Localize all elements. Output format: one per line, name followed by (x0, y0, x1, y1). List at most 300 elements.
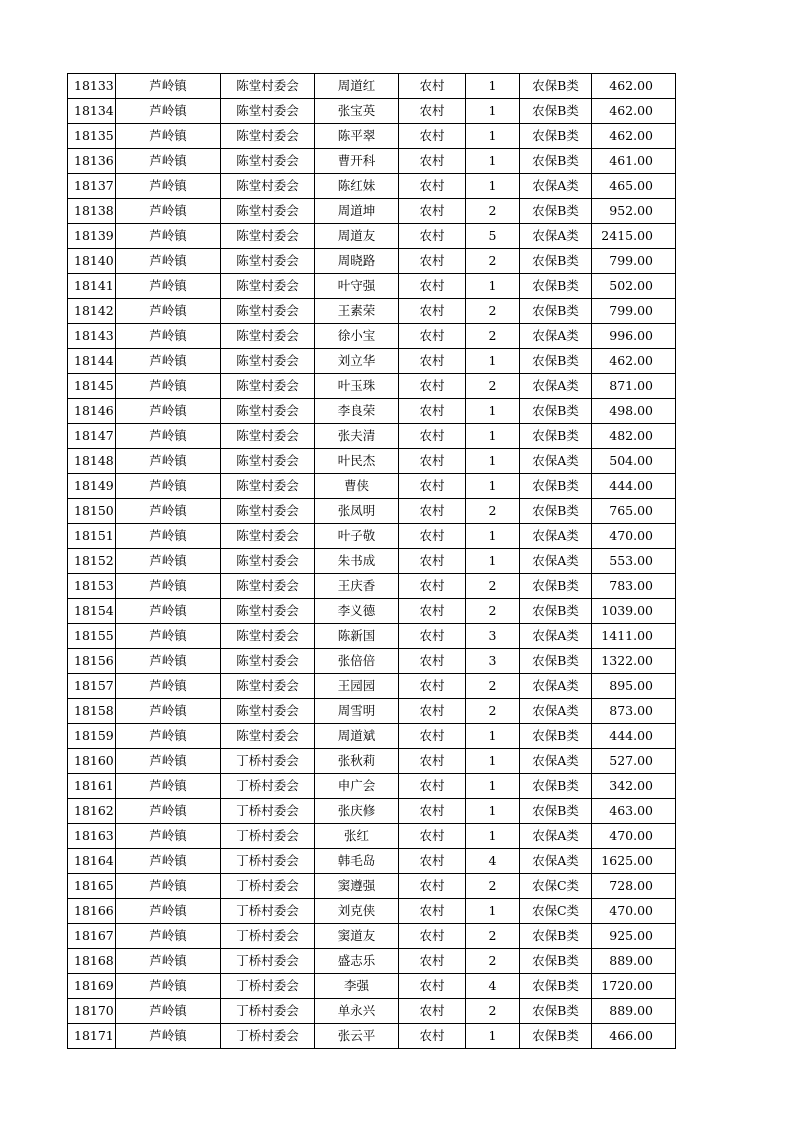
cell-village-committee: 陈堂村委会 (221, 724, 315, 749)
cell-person-name: 张宝英 (315, 99, 399, 124)
table-row (68, 449, 676, 474)
cell-area-type: 农村 (399, 824, 466, 849)
cell-area-type: 农村 (399, 699, 466, 724)
cell-record-number: 18152 (68, 549, 116, 574)
cell-category: 农保B类 (520, 949, 592, 974)
cell-town: 芦岭镇 (116, 424, 221, 449)
cell-village-committee: 陈堂村委会 (221, 199, 315, 224)
cell-area-type: 农村 (399, 624, 466, 649)
cell-record-number: 18163 (68, 824, 116, 849)
cell-amount: 728.00 (592, 874, 676, 899)
cell-category: 农保A类 (520, 824, 592, 849)
cell-area-type: 农村 (399, 999, 466, 1024)
cell-village-committee: 丁桥村委会 (221, 999, 315, 1024)
cell-record-number: 18164 (68, 849, 116, 874)
table-row (68, 99, 676, 124)
table-row (68, 124, 676, 149)
cell-area-type: 农村 (399, 874, 466, 899)
cell-town: 芦岭镇 (116, 399, 221, 424)
table-row (68, 349, 676, 374)
cell-town: 芦岭镇 (116, 674, 221, 699)
table-row (68, 199, 676, 224)
cell-record-number: 18142 (68, 299, 116, 324)
cell-record-number: 18169 (68, 974, 116, 999)
cell-record-number: 18149 (68, 474, 116, 499)
cell-village-committee: 丁桥村委会 (221, 874, 315, 899)
cell-village-committee: 陈堂村委会 (221, 474, 315, 499)
cell-household-count: 1 (466, 149, 520, 174)
cell-area-type: 农村 (399, 924, 466, 949)
cell-village-committee: 陈堂村委会 (221, 99, 315, 124)
cell-category: 农保B类 (520, 474, 592, 499)
cell-category: 农保B类 (520, 924, 592, 949)
cell-person-name: 张凤明 (315, 499, 399, 524)
cell-amount: 470.00 (592, 524, 676, 549)
cell-amount: 463.00 (592, 799, 676, 824)
cell-area-type: 农村 (399, 499, 466, 524)
cell-town: 芦岭镇 (116, 324, 221, 349)
cell-amount: 482.00 (592, 424, 676, 449)
table-row (68, 174, 676, 199)
cell-town: 芦岭镇 (116, 99, 221, 124)
cell-village-committee: 陈堂村委会 (221, 74, 315, 99)
cell-town: 芦岭镇 (116, 874, 221, 899)
cell-record-number: 18159 (68, 724, 116, 749)
cell-record-number: 18151 (68, 524, 116, 549)
cell-person-name: 叶守强 (315, 274, 399, 299)
cell-household-count: 2 (466, 949, 520, 974)
cell-record-number: 18155 (68, 624, 116, 649)
cell-area-type: 农村 (399, 649, 466, 674)
cell-area-type: 农村 (399, 224, 466, 249)
cell-household-count: 1 (466, 524, 520, 549)
cell-category: 农保A类 (520, 849, 592, 874)
cell-town: 芦岭镇 (116, 849, 221, 874)
cell-record-number: 18138 (68, 199, 116, 224)
cell-household-count: 1 (466, 724, 520, 749)
table-row (68, 524, 676, 549)
cell-village-committee: 丁桥村委会 (221, 1024, 315, 1049)
cell-household-count: 2 (466, 199, 520, 224)
table-row (68, 674, 676, 699)
cell-record-number: 18140 (68, 249, 116, 274)
cell-amount: 889.00 (592, 949, 676, 974)
cell-household-count: 1 (466, 399, 520, 424)
cell-area-type: 农村 (399, 349, 466, 374)
cell-household-count: 1 (466, 174, 520, 199)
cell-category: 农保B类 (520, 999, 592, 1024)
cell-category: 农保B类 (520, 274, 592, 299)
cell-amount: 462.00 (592, 74, 676, 99)
cell-village-committee: 丁桥村委会 (221, 924, 315, 949)
cell-category: 农保B类 (520, 74, 592, 99)
cell-person-name: 叶子敬 (315, 524, 399, 549)
cell-category: 农保A类 (520, 624, 592, 649)
cell-person-name: 张云平 (315, 1024, 399, 1049)
cell-category: 农保B类 (520, 774, 592, 799)
cell-record-number: 18171 (68, 1024, 116, 1049)
cell-amount: 502.00 (592, 274, 676, 299)
cell-household-count: 2 (466, 574, 520, 599)
table-row (68, 499, 676, 524)
cell-household-count: 1 (466, 749, 520, 774)
cell-record-number: 18144 (68, 349, 116, 374)
cell-person-name: 盛志乐 (315, 949, 399, 974)
cell-person-name: 王园园 (315, 674, 399, 699)
cell-household-count: 2 (466, 324, 520, 349)
cell-household-count: 2 (466, 874, 520, 899)
cell-area-type: 农村 (399, 899, 466, 924)
cell-amount: 1039.00 (592, 599, 676, 624)
cell-household-count: 2 (466, 499, 520, 524)
cell-village-committee: 陈堂村委会 (221, 499, 315, 524)
cell-category: 农保B类 (520, 599, 592, 624)
cell-record-number: 18168 (68, 949, 116, 974)
cell-household-count: 1 (466, 424, 520, 449)
table-row (68, 799, 676, 824)
table-row (68, 149, 676, 174)
cell-area-type: 农村 (399, 949, 466, 974)
cell-record-number: 18147 (68, 424, 116, 449)
table-row (68, 699, 676, 724)
cell-category: 农保B类 (520, 424, 592, 449)
cell-record-number: 18133 (68, 74, 116, 99)
cell-amount: 765.00 (592, 499, 676, 524)
cell-record-number: 18150 (68, 499, 116, 524)
cell-record-number: 18170 (68, 999, 116, 1024)
cell-household-count: 1 (466, 824, 520, 849)
cell-record-number: 18143 (68, 324, 116, 349)
cell-category: 农保A类 (520, 549, 592, 574)
cell-person-name: 窦道友 (315, 924, 399, 949)
table-row (68, 224, 676, 249)
table-row (68, 999, 676, 1024)
table-row (68, 599, 676, 624)
cell-amount: 527.00 (592, 749, 676, 774)
cell-person-name: 李义德 (315, 599, 399, 624)
table-body (68, 74, 676, 1049)
cell-person-name: 陈新国 (315, 624, 399, 649)
cell-amount: 462.00 (592, 349, 676, 374)
cell-household-count: 3 (466, 649, 520, 674)
table-row (68, 974, 676, 999)
cell-person-name: 韩毛岛 (315, 849, 399, 874)
cell-person-name: 叶玉珠 (315, 374, 399, 399)
cell-amount: 444.00 (592, 474, 676, 499)
cell-area-type: 农村 (399, 274, 466, 299)
cell-category: 农保A类 (520, 749, 592, 774)
cell-village-committee: 丁桥村委会 (221, 974, 315, 999)
cell-category: 农保A类 (520, 699, 592, 724)
cell-record-number: 18166 (68, 899, 116, 924)
cell-record-number: 18146 (68, 399, 116, 424)
cell-household-count: 2 (466, 599, 520, 624)
cell-village-committee: 陈堂村委会 (221, 674, 315, 699)
cell-village-committee: 陈堂村委会 (221, 374, 315, 399)
cell-household-count: 1 (466, 1024, 520, 1049)
cell-town: 芦岭镇 (116, 724, 221, 749)
cell-town: 芦岭镇 (116, 699, 221, 724)
cell-record-number: 18134 (68, 99, 116, 124)
cell-area-type: 农村 (399, 124, 466, 149)
cell-area-type: 农村 (399, 374, 466, 399)
cell-category: 农保B类 (520, 574, 592, 599)
cell-category: 农保B类 (520, 149, 592, 174)
cell-record-number: 18154 (68, 599, 116, 624)
cell-town: 芦岭镇 (116, 824, 221, 849)
cell-village-committee: 陈堂村委会 (221, 274, 315, 299)
cell-household-count: 3 (466, 624, 520, 649)
cell-person-name: 张倍倍 (315, 649, 399, 674)
cell-town: 芦岭镇 (116, 949, 221, 974)
cell-household-count: 5 (466, 224, 520, 249)
cell-town: 芦岭镇 (116, 149, 221, 174)
cell-category: 农保B类 (520, 499, 592, 524)
cell-person-name: 张秋莉 (315, 749, 399, 774)
cell-record-number: 18158 (68, 699, 116, 724)
cell-area-type: 农村 (399, 449, 466, 474)
cell-amount: 952.00 (592, 199, 676, 224)
cell-category: 农保C类 (520, 874, 592, 899)
cell-person-name: 周道友 (315, 224, 399, 249)
cell-village-committee: 丁桥村委会 (221, 824, 315, 849)
cell-area-type: 农村 (399, 299, 466, 324)
cell-person-name: 窦遵强 (315, 874, 399, 899)
cell-amount: 470.00 (592, 824, 676, 849)
cell-town: 芦岭镇 (116, 299, 221, 324)
cell-record-number: 18156 (68, 649, 116, 674)
cell-village-committee: 陈堂村委会 (221, 299, 315, 324)
cell-category: 农保B类 (520, 99, 592, 124)
cell-town: 芦岭镇 (116, 574, 221, 599)
table-row (68, 74, 676, 99)
cell-area-type: 农村 (399, 549, 466, 574)
cell-village-committee: 陈堂村委会 (221, 324, 315, 349)
cell-household-count: 1 (466, 799, 520, 824)
cell-category: 农保A类 (520, 674, 592, 699)
cell-household-count: 1 (466, 99, 520, 124)
cell-amount: 783.00 (592, 574, 676, 599)
cell-amount: 895.00 (592, 674, 676, 699)
table-row (68, 374, 676, 399)
cell-village-committee: 陈堂村委会 (221, 149, 315, 174)
cell-person-name: 单永兴 (315, 999, 399, 1024)
cell-category: 农保B类 (520, 299, 592, 324)
table-row (68, 399, 676, 424)
cell-village-committee: 陈堂村委会 (221, 699, 315, 724)
cell-amount: 553.00 (592, 549, 676, 574)
cell-amount: 465.00 (592, 174, 676, 199)
cell-household-count: 1 (466, 549, 520, 574)
table-row (68, 874, 676, 899)
cell-household-count: 2 (466, 699, 520, 724)
cell-town: 芦岭镇 (116, 524, 221, 549)
cell-person-name: 朱书成 (315, 549, 399, 574)
cell-household-count: 1 (466, 74, 520, 99)
cell-category: 农保B类 (520, 249, 592, 274)
cell-area-type: 农村 (399, 724, 466, 749)
cell-category: 农保B类 (520, 199, 592, 224)
cell-record-number: 18136 (68, 149, 116, 174)
cell-town: 芦岭镇 (116, 599, 221, 624)
cell-village-committee: 陈堂村委会 (221, 399, 315, 424)
cell-town: 芦岭镇 (116, 349, 221, 374)
cell-amount: 504.00 (592, 449, 676, 474)
cell-amount: 461.00 (592, 149, 676, 174)
cell-household-count: 1 (466, 474, 520, 499)
cell-area-type: 农村 (399, 749, 466, 774)
cell-person-name: 李强 (315, 974, 399, 999)
cell-amount: 444.00 (592, 724, 676, 749)
cell-person-name: 王庆香 (315, 574, 399, 599)
cell-area-type: 农村 (399, 799, 466, 824)
table-row (68, 649, 676, 674)
table-row (68, 849, 676, 874)
cell-category: 农保B类 (520, 724, 592, 749)
table-row (68, 624, 676, 649)
cell-category: 农保B类 (520, 974, 592, 999)
cell-town: 芦岭镇 (116, 624, 221, 649)
cell-amount: 799.00 (592, 299, 676, 324)
cell-area-type: 农村 (399, 1024, 466, 1049)
table-row (68, 1024, 676, 1049)
cell-town: 芦岭镇 (116, 124, 221, 149)
cell-town: 芦岭镇 (116, 474, 221, 499)
cell-category: 农保B类 (520, 1024, 592, 1049)
cell-village-committee: 丁桥村委会 (221, 799, 315, 824)
cell-amount: 1322.00 (592, 649, 676, 674)
cell-amount: 871.00 (592, 374, 676, 399)
cell-record-number: 18145 (68, 374, 116, 399)
table-row (68, 949, 676, 974)
cell-record-number: 18160 (68, 749, 116, 774)
cell-person-name: 曹开科 (315, 149, 399, 174)
cell-town: 芦岭镇 (116, 1024, 221, 1049)
cell-amount: 498.00 (592, 399, 676, 424)
cell-person-name: 周道红 (315, 74, 399, 99)
cell-amount: 462.00 (592, 124, 676, 149)
cell-area-type: 农村 (399, 74, 466, 99)
cell-household-count: 1 (466, 899, 520, 924)
cell-town: 芦岭镇 (116, 449, 221, 474)
cell-amount: 466.00 (592, 1024, 676, 1049)
cell-household-count: 1 (466, 349, 520, 374)
cell-area-type: 农村 (399, 674, 466, 699)
cell-household-count: 4 (466, 849, 520, 874)
cell-town: 芦岭镇 (116, 274, 221, 299)
cell-village-committee: 陈堂村委会 (221, 449, 315, 474)
cell-person-name: 周道坤 (315, 199, 399, 224)
cell-town: 芦岭镇 (116, 749, 221, 774)
cell-amount: 873.00 (592, 699, 676, 724)
cell-household-count: 1 (466, 449, 520, 474)
cell-household-count: 1 (466, 124, 520, 149)
cell-category: 农保A类 (520, 324, 592, 349)
cell-person-name: 周晓路 (315, 249, 399, 274)
cell-amount: 996.00 (592, 324, 676, 349)
cell-area-type: 农村 (399, 199, 466, 224)
cell-household-count: 2 (466, 374, 520, 399)
cell-village-committee: 丁桥村委会 (221, 774, 315, 799)
cell-amount: 1625.00 (592, 849, 676, 874)
cell-area-type: 农村 (399, 524, 466, 549)
cell-category: 农保C类 (520, 899, 592, 924)
table-row (68, 724, 676, 749)
cell-person-name: 叶民杰 (315, 449, 399, 474)
cell-record-number: 18162 (68, 799, 116, 824)
table-row (68, 299, 676, 324)
cell-town: 芦岭镇 (116, 199, 221, 224)
cell-village-committee: 陈堂村委会 (221, 349, 315, 374)
cell-village-committee: 陈堂村委会 (221, 524, 315, 549)
cell-person-name: 曹侠 (315, 474, 399, 499)
table-row (68, 424, 676, 449)
cell-household-count: 2 (466, 299, 520, 324)
table-row (68, 574, 676, 599)
table-row (68, 899, 676, 924)
cell-village-committee: 陈堂村委会 (221, 649, 315, 674)
table-row (68, 474, 676, 499)
cell-record-number: 18167 (68, 924, 116, 949)
cell-village-committee: 陈堂村委会 (221, 224, 315, 249)
cell-amount: 799.00 (592, 249, 676, 274)
cell-area-type: 农村 (399, 99, 466, 124)
cell-amount: 925.00 (592, 924, 676, 949)
cell-amount: 889.00 (592, 999, 676, 1024)
cell-person-name: 周雪明 (315, 699, 399, 724)
cell-village-committee: 丁桥村委会 (221, 899, 315, 924)
cell-person-name: 张庆修 (315, 799, 399, 824)
cell-village-committee: 丁桥村委会 (221, 949, 315, 974)
cell-category: 农保B类 (520, 124, 592, 149)
cell-household-count: 4 (466, 974, 520, 999)
cell-category: 农保A类 (520, 224, 592, 249)
cell-area-type: 农村 (399, 424, 466, 449)
cell-record-number: 18161 (68, 774, 116, 799)
cell-category: 农保B类 (520, 799, 592, 824)
cell-village-committee: 陈堂村委会 (221, 574, 315, 599)
cell-household-count: 2 (466, 674, 520, 699)
cell-town: 芦岭镇 (116, 974, 221, 999)
table-row (68, 249, 676, 274)
cell-area-type: 农村 (399, 174, 466, 199)
cell-record-number: 18157 (68, 674, 116, 699)
cell-household-count: 2 (466, 924, 520, 949)
cell-person-name: 李良荣 (315, 399, 399, 424)
cell-amount: 470.00 (592, 899, 676, 924)
cell-area-type: 农村 (399, 399, 466, 424)
cell-amount: 1720.00 (592, 974, 676, 999)
cell-area-type: 农村 (399, 249, 466, 274)
cell-person-name: 陈红妹 (315, 174, 399, 199)
cell-category: 农保B类 (520, 649, 592, 674)
cell-record-number: 18153 (68, 574, 116, 599)
cell-village-committee: 陈堂村委会 (221, 424, 315, 449)
cell-amount: 342.00 (592, 774, 676, 799)
cell-person-name: 张红 (315, 824, 399, 849)
cell-town: 芦岭镇 (116, 774, 221, 799)
cell-person-name: 周道斌 (315, 724, 399, 749)
cell-village-committee: 丁桥村委会 (221, 749, 315, 774)
cell-person-name: 陈平翠 (315, 124, 399, 149)
cell-person-name: 刘克侠 (315, 899, 399, 924)
cell-household-count: 1 (466, 274, 520, 299)
cell-village-committee: 陈堂村委会 (221, 624, 315, 649)
cell-town: 芦岭镇 (116, 649, 221, 674)
cell-village-committee: 陈堂村委会 (221, 249, 315, 274)
table-row (68, 924, 676, 949)
cell-town: 芦岭镇 (116, 74, 221, 99)
